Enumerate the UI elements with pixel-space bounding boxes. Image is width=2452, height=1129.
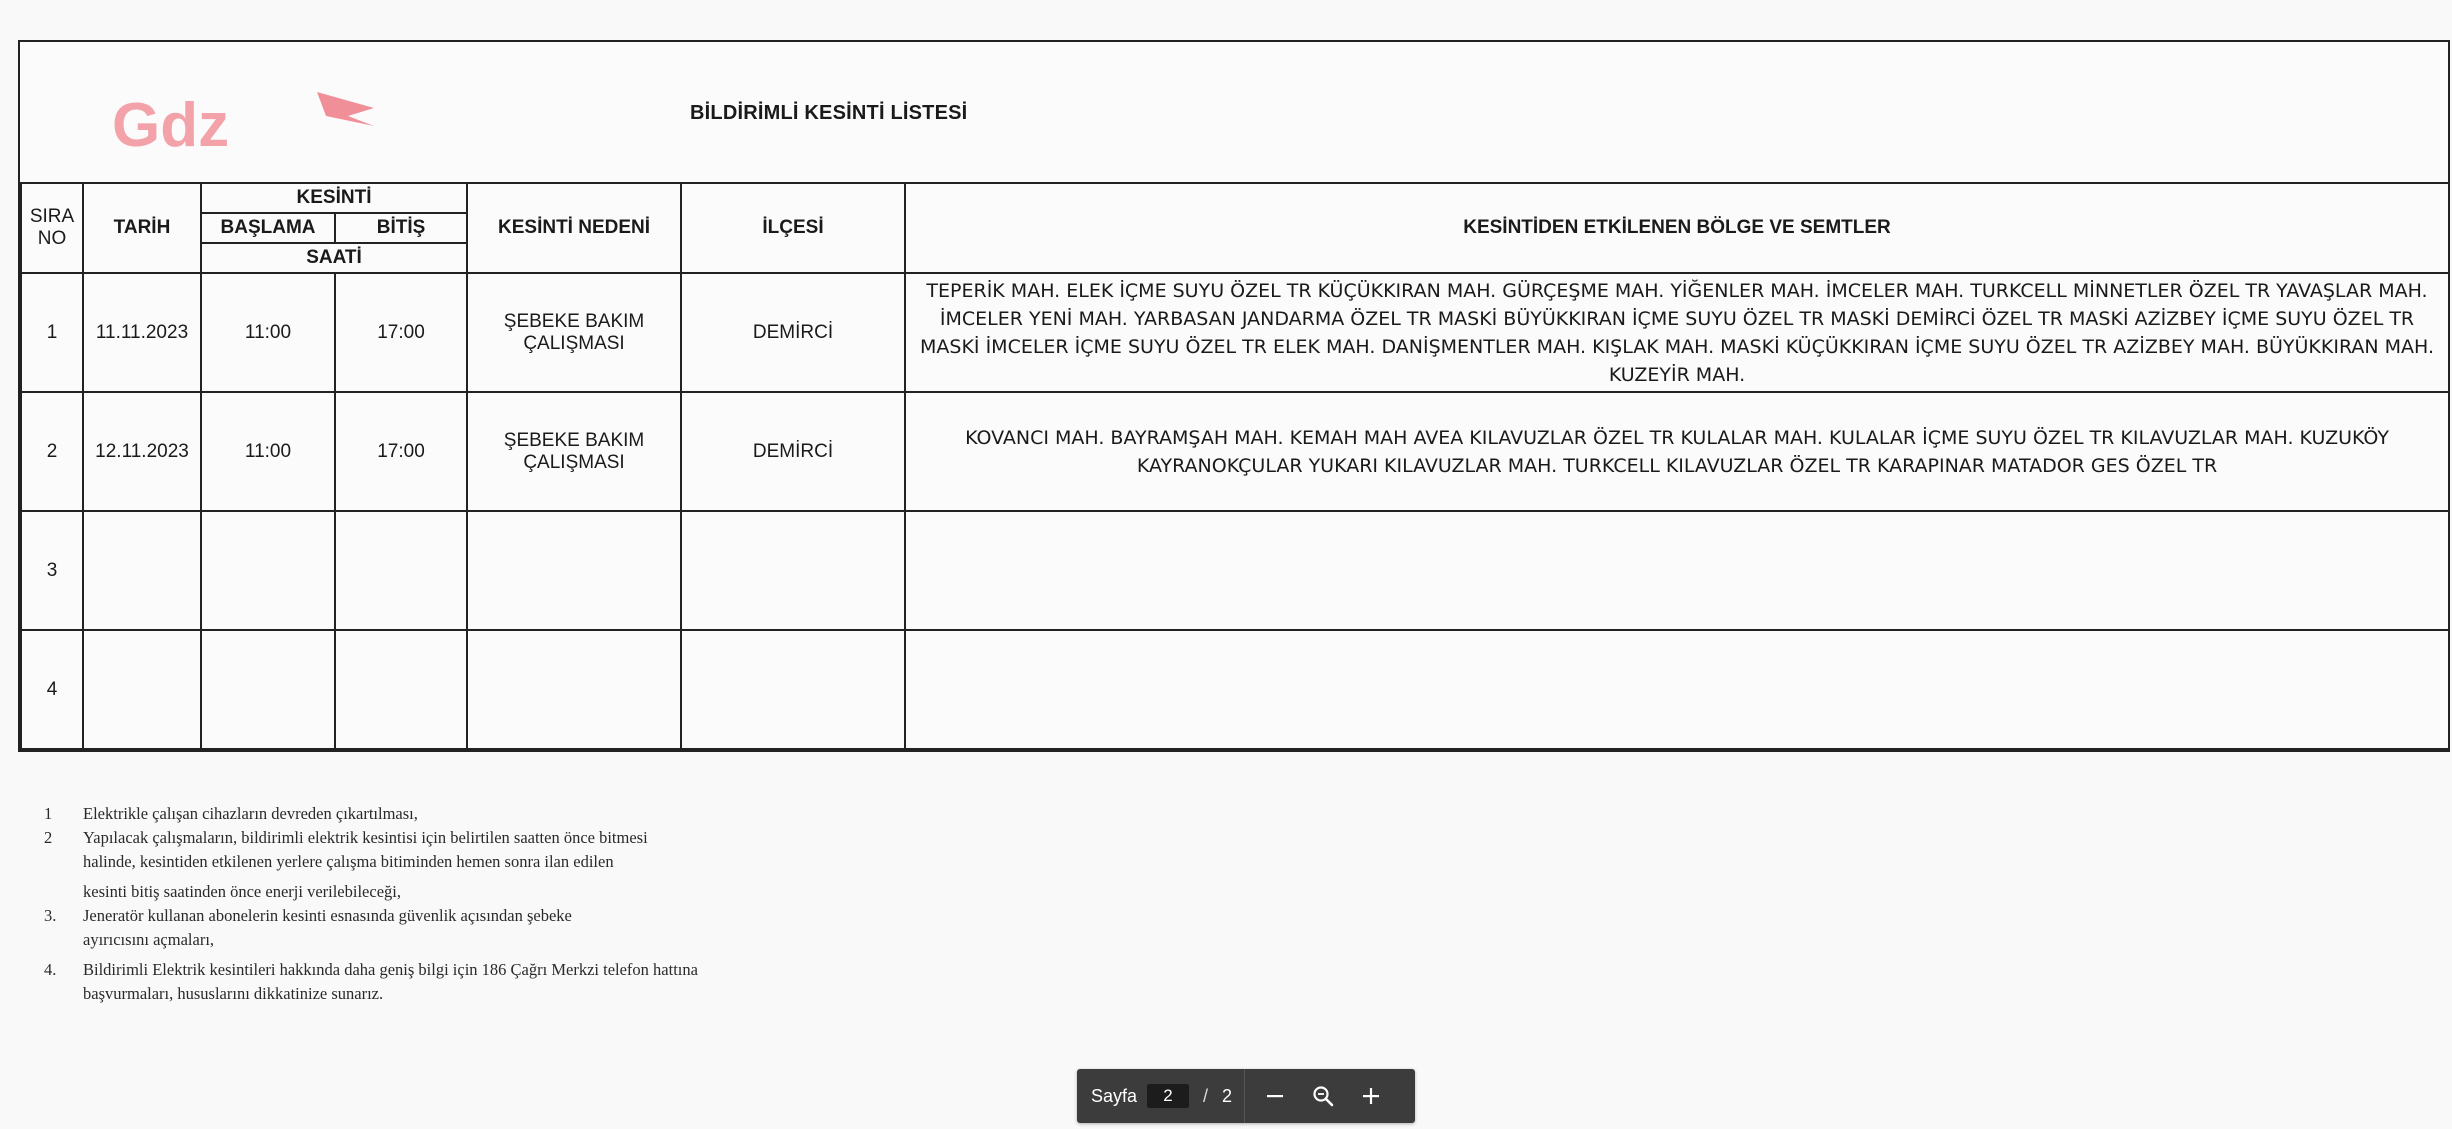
header-bolge: KESİNTİDEN ETKİLENEN BÖLGE VE SEMTLER bbox=[905, 183, 2449, 273]
cell-ilce bbox=[681, 511, 905, 630]
table-row bbox=[21, 630, 2449, 749]
cell-ilce bbox=[681, 630, 905, 749]
note-number: 2 bbox=[44, 828, 53, 847]
cell-neden: ŞEBEKE BAKIM ÇALIŞMASI bbox=[467, 392, 681, 511]
note-number: 3. bbox=[44, 906, 57, 925]
cell-baslama bbox=[201, 630, 335, 749]
note-number: 4. bbox=[44, 960, 57, 979]
note-text bbox=[83, 958, 824, 1006]
page-separator: / bbox=[1203, 1085, 1209, 1106]
notes-list bbox=[44, 802, 824, 1006]
zoom-in-button[interactable] bbox=[1347, 1069, 1395, 1123]
note-number: 1 bbox=[44, 804, 53, 823]
cell-neden bbox=[467, 630, 681, 749]
table-row bbox=[21, 511, 2449, 630]
note-line: Elektrikle çalışan cihazların devreden çıkartılması, bbox=[83, 804, 418, 823]
note-line: Yapılacak çalışmaların, bildirimli elektrik kesintisi için belirtilen saatten önce bitmesi bbox=[83, 828, 648, 847]
cell-bolge: TEPERİK MAH. ELEK İÇME SUYU ÖZEL TR KÜÇÜKKIRAN MAH. GÜRÇEŞME MAH. YİĞENLER MAH. İMCELER MAH. TURKCELL MİNNETLER ÖZEL TR YAVAŞLAR MAH. İMCELER YENİ MAH. YARBASAN JANDARMA ÖZEL TR MASKİ BÜYÜKKIRAN İÇME SUYU ÖZEL TR MASKİ DEMİRCİ ÖZEL TR MASKİ AZİZBEY İÇME SUYU ÖZEL TR MASKİ İMCELER İÇME SUYU ÖZEL TR ELEK MAH. DANİŞMENTLER MAH. KIŞLAK MAH. MASKİ KÜÇÜKKIRAN İÇME SUYU ÖZEL TR AZİZBEY MAH. BÜYÜKKIRAN MAH. KUZEYİR MAH. bbox=[905, 273, 2449, 392]
cell-bolge: KOVANCI MAH. BAYRAMŞAH MAH. KEMAH MAH AVEA KILAVUZLAR ÖZEL TR KULALAR MAH. KULALAR İÇME SUYU ÖZEL TR KILAVUZLAR MAH. KUZUKÖY KAYRANOKÇULAR YUKARI KILAVUZLAR MAH. TURKCELL KILAVUZLAR ÖZEL TR KARAPINAR MATADOR GES ÖZEL TR bbox=[905, 392, 2449, 511]
table-row bbox=[21, 273, 2449, 392]
cell-bitis: 17:00 bbox=[335, 273, 467, 392]
note-item bbox=[44, 826, 824, 904]
page-number-input[interactable] bbox=[1147, 1084, 1189, 1108]
cell-ilce: DEMİRCİ bbox=[681, 273, 905, 392]
cell-sira: 3 bbox=[21, 511, 83, 630]
document-header bbox=[20, 42, 2448, 184]
header-saati: SAATİ bbox=[201, 243, 467, 273]
note-text bbox=[83, 904, 824, 952]
header-neden: KESİNTİ NEDENİ bbox=[467, 183, 681, 273]
header-baslama: BAŞLAMA bbox=[201, 213, 335, 243]
note-line: halinde, kesintiden etkilenen yerlere çalışma bitiminden hemen sonra ilan edilen bbox=[83, 852, 614, 871]
note-line: Bildirimli Elektrik kesintileri hakkında daha geniş bilgi için 186 Çağrı Merkzi telefon hattına bbox=[83, 960, 698, 979]
cell-tarih bbox=[83, 511, 201, 630]
cell-bitis: 17:00 bbox=[335, 392, 467, 511]
zoom-out-button[interactable] bbox=[1251, 1069, 1299, 1123]
page-label: Sayfa bbox=[1091, 1085, 1138, 1106]
note-item bbox=[44, 802, 824, 826]
cell-bolge bbox=[905, 511, 2449, 630]
table-row bbox=[21, 392, 2449, 511]
logo-text: Gdz bbox=[112, 91, 230, 156]
cell-sira: 2 bbox=[21, 392, 83, 511]
header-tarih: TARİH bbox=[83, 183, 201, 273]
cell-baslama: 11:00 bbox=[201, 392, 335, 511]
cell-sira: 4 bbox=[21, 630, 83, 749]
header-kesinti: KESİNTİ bbox=[201, 183, 467, 213]
note-line: Jeneratör kullanan abonelerin kesinti esnasında güvenlik açısından şebeke bbox=[83, 906, 572, 925]
outage-table bbox=[20, 182, 2450, 750]
plus-icon bbox=[1360, 1085, 1382, 1107]
header-sira: SIRA NO bbox=[21, 183, 83, 273]
cell-neden: ŞEBEKE BAKIM ÇALIŞMASI bbox=[467, 273, 681, 392]
cell-bitis bbox=[335, 511, 467, 630]
zoom-button[interactable] bbox=[1299, 1069, 1347, 1123]
note-text bbox=[83, 802, 824, 826]
header-row bbox=[21, 183, 2449, 213]
note-text bbox=[83, 826, 824, 904]
cell-tarih bbox=[83, 630, 201, 749]
note-line: başvurmaları, hususlarını dikkatinize sunarız. bbox=[83, 984, 384, 1003]
page-title: BİLDİRİMLİ KESİNTİ LİSTESİ bbox=[690, 102, 968, 124]
cell-baslama: 11:00 bbox=[201, 273, 335, 392]
cell-ilce: DEMİRCİ bbox=[681, 392, 905, 511]
zoom-icon bbox=[1311, 1084, 1335, 1108]
cell-bitis bbox=[335, 630, 467, 749]
page-total: 2 bbox=[1222, 1085, 1233, 1106]
note-line: kesinti bitiş saatinden önce enerji verilebileceği, bbox=[83, 882, 401, 901]
logo-flag-icon bbox=[317, 92, 374, 126]
header-bitis: BİTİŞ bbox=[335, 213, 467, 243]
cell-baslama bbox=[201, 511, 335, 630]
note-item bbox=[44, 904, 824, 952]
document-sheet bbox=[18, 40, 2450, 752]
cell-sira: 1 bbox=[21, 273, 83, 392]
cell-tarih: 12.11.2023 bbox=[83, 392, 201, 511]
cell-bolge bbox=[905, 630, 2449, 749]
cell-neden bbox=[467, 511, 681, 630]
toolbar-divider bbox=[1244, 1069, 1245, 1123]
note-line: ayırıcısını açmaları, bbox=[83, 930, 215, 949]
note-item bbox=[44, 958, 824, 1006]
cell-tarih: 11.11.2023 bbox=[83, 273, 201, 392]
header-ilce: İLÇESİ bbox=[681, 183, 905, 273]
page-toolbar bbox=[1077, 1069, 1415, 1123]
minus-icon bbox=[1264, 1085, 1286, 1107]
gdz-logo bbox=[112, 86, 392, 156]
